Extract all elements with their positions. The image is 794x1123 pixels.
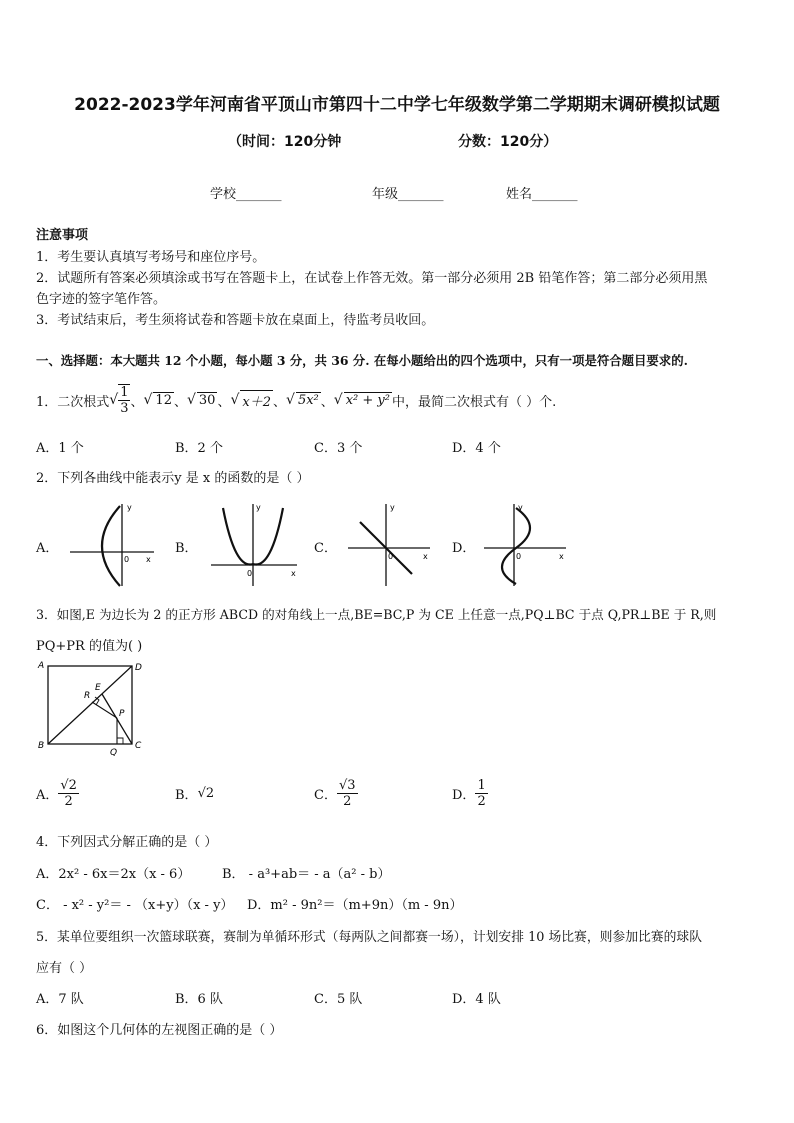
name-field: 姓名_______ [506,187,578,202]
q4-option-a: A．2x² - 6x＝2x（x - 6） [36,867,191,882]
section-heading: 一、选择题：本大题共 12 个小题，每小题 3 分，共 36 分. 在每小题给出的四个选项中，只有一项是符合题目要求的. [36,353,688,368]
y-axis-label: y [390,503,395,512]
option-label: A． [36,787,59,803]
radicand: 30 [198,393,216,408]
radicand: 5x² [297,393,319,408]
separator: 、 [273,394,287,410]
school-field: 学校_______ [210,187,282,202]
exam-score: 分数：120分） [458,134,558,150]
q1-option-b: B．2 个 [175,441,223,456]
q2-option-a: A． [36,541,59,556]
y-axis-label: y [127,503,132,512]
frac-den: 2 [477,793,486,809]
q4-option-d: D．m² - 9n²＝（m+9n）（m - 9n） [247,898,463,913]
frac-num: 1 [120,385,129,400]
radicand: 12 [155,393,172,408]
q2-option-b: B． [175,541,198,556]
notice-item: 3．考试结束后，考生须将试卷和答题卡放在桌面上，待监考员收回。 [36,313,435,328]
graph-d [480,500,570,588]
q5-option-c: C．5 队 [314,992,363,1007]
question-3-line2: PQ+PR 的值为( ) [36,639,143,654]
q3-option-b [175,770,214,816]
y-axis-label: y [256,503,261,512]
page-title: 2022-2023学年河南省平顶山市第四十二中学七年级数学第二学期期末调研模拟试题 [74,95,720,115]
label-c: C [135,741,142,751]
q4-option-b: B． - a³+ab＝ - a（a² - b） [222,867,391,882]
label-b: B [38,741,45,751]
question-4: 4．下列因式分解正确的是（ ） [36,835,218,850]
q1-fraction [118,384,130,416]
q5-option-a: A．7 队 [36,992,84,1007]
radicand: x² + y² [345,393,390,408]
sqrt-icon: √ [109,392,119,408]
sqrt-icon: √ [333,392,343,408]
q3-option-a [36,770,79,816]
fraction [475,778,487,809]
x-axis-label: x [423,552,428,561]
graph-b [205,500,300,588]
question-6: 6．如图这个几何体的左视图正确的是（ ） [36,1023,283,1038]
option-label: C． [314,787,337,803]
q1-option-c: C．3 个 [314,441,363,456]
graph-c [340,500,435,588]
q5-option-b: B．6 队 [175,992,223,1007]
question-5: 5．某单位要组织一次篮球联赛，赛制为单循环形式（每两队之间都赛一场），计划安排 10 场比赛，则参加比赛的球队 [36,930,703,945]
separator: 、 [173,394,187,410]
label-r: R [84,691,91,701]
notice-item: 2．试题所有答案必须填涂或书写在答题卡上，在试卷上作答无效。第一部分必须用 2B 铅笔作答；第二部分必须用黑 [36,271,708,286]
origin-label: 0 [247,569,253,578]
q2-option-d: D． [452,541,476,556]
sqrt-icon: √ [186,392,196,408]
frac-num: √3 [338,777,356,793]
frac-num: √2 [60,777,77,793]
x-axis-label: x [559,552,564,561]
question-3: 3．如图,E 为边长为 2 的正方形 ABCD 的对角线上一点,BE=BC,P 为 CE 上任意一点,PQ⊥BC 于点 Q,PR⊥BE 于 R,则 [36,607,717,622]
option-label: B． [175,787,198,803]
q4-option-c: C． - x² - y²＝ - （x+y）（x - y） [36,898,234,913]
q1-prefix: 1．二次根式 [36,394,110,410]
question-5-line2: 应有（ ） [36,961,93,976]
option-value: √2 [197,785,215,801]
frac-num: 1 [477,777,486,793]
separator: 、 [130,394,144,410]
x-axis-label: x [146,555,151,564]
square-figure [36,660,146,760]
q5-option-d: D．4 队 [452,992,501,1007]
label-e: E [95,683,101,693]
grade-field: 年级_______ [372,187,444,202]
separator: 、 [217,394,231,410]
q1-suffix: 中，最简二次根式有（ ）个. [391,394,557,410]
sqrt-icon: √ [286,392,295,408]
x-axis-label: x [291,569,296,578]
q3-option-d [452,770,488,816]
question-2: 2．下列各曲线中能表示y 是 x 的函数的是（ ） [36,471,310,486]
label-q: Q [110,748,118,758]
label-p: P [119,709,125,719]
notice-item: 色字迹的签字笔作答。 [36,292,167,307]
separator: 、 [320,394,334,410]
radicand: x＋2 [240,390,273,410]
label-a: A [38,661,45,671]
fraction [337,778,358,809]
exam-time: （时间：120分钟 [228,134,342,150]
q2-option-c: C． [314,541,337,556]
frac-den: 3 [120,401,129,416]
sqrt-icon: √ [143,392,153,408]
frac-den: 2 [64,793,73,809]
origin-label: 0 [124,555,130,564]
question-1 [36,380,556,420]
origin-label: 0 [388,552,394,561]
notice-heading: 注意事项 [36,228,89,243]
graph-a [62,500,157,588]
option-label: D． [452,787,476,803]
q3-option-c [314,770,358,816]
q1-option-a: A．1 个 [36,441,84,456]
fraction [58,778,79,809]
y-axis-label: y [518,503,523,512]
frac-den: 2 [343,793,352,809]
label-d: D [135,663,142,673]
origin-label: 0 [516,552,522,561]
q1-option-d: D．4 个 [452,441,501,456]
notice-item: 1．考生要认真填写考场号和座位序号。 [36,250,266,265]
sqrt-icon: √ [230,392,240,408]
